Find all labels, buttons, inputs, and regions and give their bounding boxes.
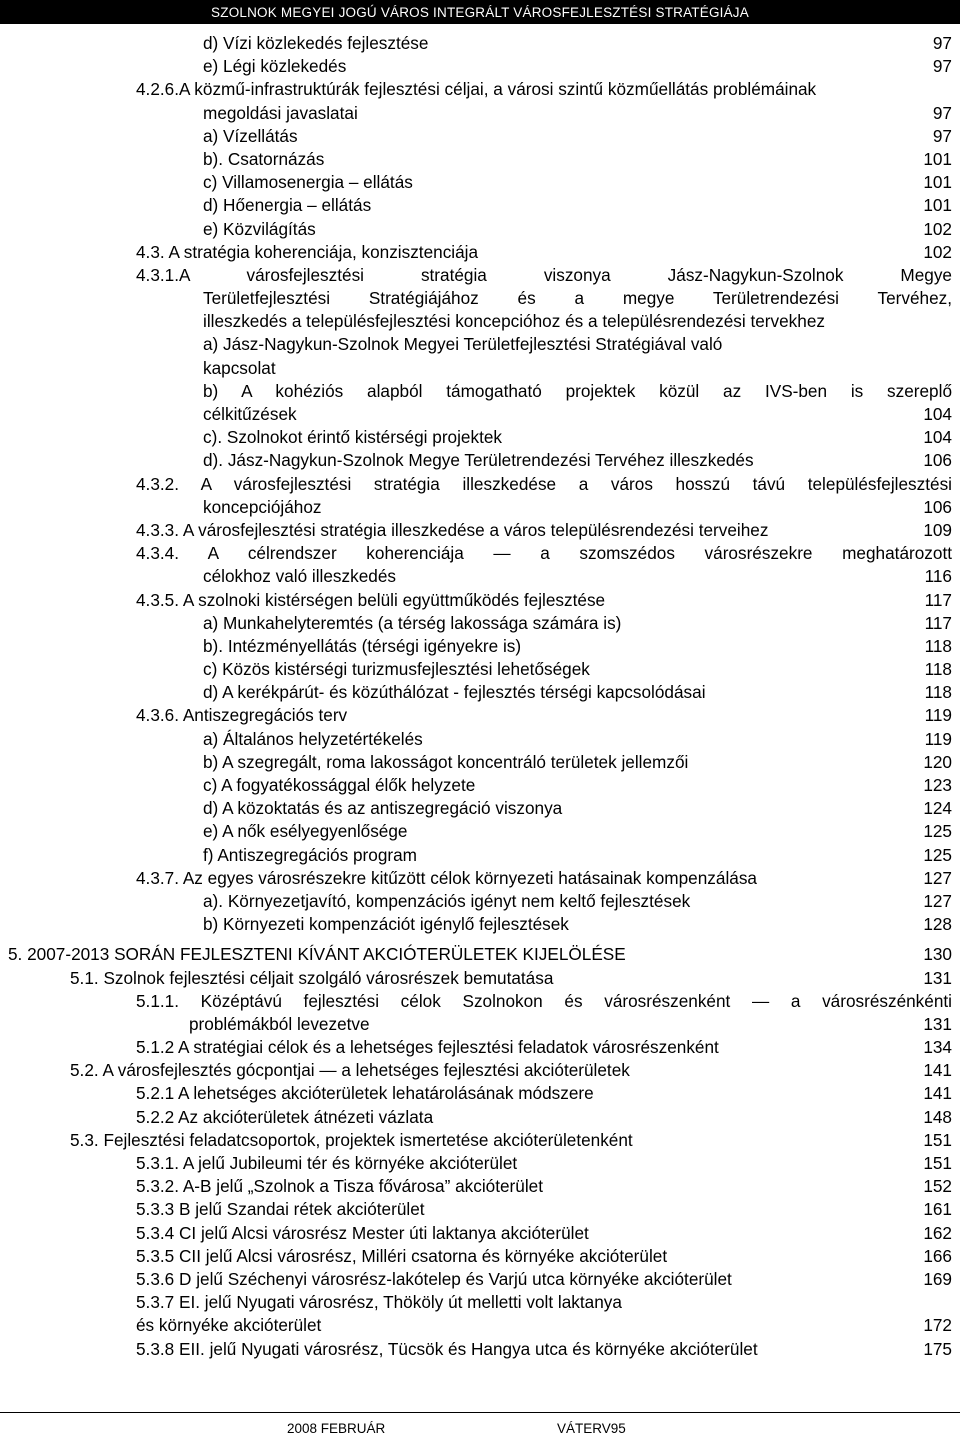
toc-entry-page: 118 bbox=[924, 682, 952, 703]
toc-entry bbox=[0, 426, 960, 449]
toc-entry bbox=[0, 751, 960, 774]
toc-entry-title: 4.3.6. Antiszegregációs terv bbox=[136, 705, 348, 726]
toc-entry-page: 131 bbox=[923, 967, 952, 988]
toc-entry-page: 106 bbox=[923, 450, 952, 471]
toc-entry bbox=[0, 1175, 960, 1198]
toc-entry-title: problémákból levezetve bbox=[189, 1013, 370, 1034]
toc-entry bbox=[0, 728, 960, 751]
toc-entry bbox=[0, 1245, 960, 1268]
toc-entry-title: 5.3. Fejlesztési feladatcsoportok, projektek ismertetése akcióterületenként bbox=[70, 1129, 633, 1150]
toc-entry-title: 5.2. A városfejlesztés gócpontjai — a lehetséges fejlesztési akcióterületek bbox=[70, 1060, 630, 1081]
toc-entry-title: a) Vízellátás bbox=[203, 125, 298, 146]
toc-entry-title: c). Szolnokot érintő kistérségi projektek bbox=[203, 427, 503, 448]
toc-entry bbox=[0, 403, 960, 426]
toc-entry bbox=[0, 774, 960, 797]
toc-entry-page: 162 bbox=[923, 1222, 952, 1243]
toc-entry bbox=[0, 194, 960, 217]
toc-entry-title: c) Közös kistérségi turizmusfejlesztési lehetőségek bbox=[203, 659, 590, 680]
toc-entry-page: 116 bbox=[924, 566, 952, 587]
toc-entry-page: 97 bbox=[932, 125, 952, 146]
toc-entry-page: 161 bbox=[923, 1199, 952, 1220]
toc-entry bbox=[0, 473, 960, 496]
toc-entry-title: d) A közoktatás és az antiszegregáció viszonya bbox=[203, 798, 563, 819]
toc-entry-title: 5.3.6 D jelű Széchenyi városrész-lakótelep és Varjú utca környéke akcióterület bbox=[136, 1268, 732, 1289]
toc-entry-page: 169 bbox=[923, 1268, 952, 1289]
toc-entry bbox=[0, 333, 960, 356]
toc-entry-page: 127 bbox=[923, 890, 952, 911]
toc-entry-title: 5.1. Szolnok fejlesztési céljait szolgáló városrészek bemutatása bbox=[70, 967, 554, 988]
toc-entry-page: 124 bbox=[923, 798, 952, 819]
toc-entry bbox=[0, 681, 960, 704]
toc-entry-page: 125 bbox=[923, 844, 952, 865]
toc-entry-page: 97 bbox=[932, 56, 952, 77]
toc-entry-page: 117 bbox=[924, 612, 952, 633]
toc-entry bbox=[0, 1314, 960, 1337]
toc-entry bbox=[0, 589, 960, 612]
toc-entry bbox=[0, 1338, 960, 1361]
toc-entry-page: 101 bbox=[923, 172, 952, 193]
toc-entry bbox=[0, 1082, 960, 1105]
toc-entry bbox=[0, 78, 960, 101]
toc-entry-title: c) A fogyatékossággal élők helyzete bbox=[203, 775, 476, 795]
toc-entry-title: a) Munkahelyteremtés (a térség lakossága számára is) bbox=[203, 612, 622, 633]
toc-entry-page: 141 bbox=[923, 1060, 952, 1081]
toc-entry-title: 5.2.2 Az akcióterületek átnézeti vázlata bbox=[136, 1106, 434, 1127]
toc-entry bbox=[0, 658, 960, 681]
toc-entry bbox=[0, 380, 960, 403]
document-running-header bbox=[0, 0, 960, 24]
toc-entry bbox=[0, 519, 960, 542]
toc-entry bbox=[0, 1036, 960, 1059]
toc-entry-page: 151 bbox=[923, 1129, 952, 1150]
toc-entry-page: 152 bbox=[923, 1176, 952, 1197]
toc-entry bbox=[0, 264, 960, 287]
toc-entry-title: 5.3.2. A-B jelű „Szolnok a Tisza fővárosa” akcióterület bbox=[136, 1176, 543, 1197]
toc-entry-title: célokhoz való illeszkedés bbox=[203, 566, 396, 587]
toc-entry-page: 175 bbox=[923, 1338, 952, 1359]
toc-entry bbox=[0, 1129, 960, 1152]
toc-entry-page: 97 bbox=[932, 102, 952, 123]
toc-entry bbox=[0, 1059, 960, 1082]
toc-entry-title: 5.2.1 A lehetséges akcióterületek lehatárolásának módszere bbox=[136, 1083, 594, 1104]
toc-entry-title: 5.3.4 CI jelű Alcsi városrész Mester úti laktanya akcióterület bbox=[136, 1222, 589, 1243]
toc-entry-page: 120 bbox=[923, 751, 952, 772]
toc-entry-title: kapcsolat bbox=[203, 357, 276, 378]
toc-entry-page: 123 bbox=[923, 775, 952, 795]
toc-entry-title: b). Csatornázás bbox=[203, 148, 325, 169]
toc-entry-title: 4.2.6.A közmű-infrastruktúrák fejlesztési céljai, a városi szintű közműellátás problémáinak bbox=[136, 79, 817, 100]
toc-entry bbox=[0, 797, 960, 820]
toc-entry-title: 4.3. A stratégia koherenciája, konzisztenciája bbox=[136, 241, 479, 262]
toc-entry-page: 102 bbox=[923, 241, 952, 262]
toc-entry bbox=[0, 1152, 960, 1175]
toc-entry bbox=[0, 449, 960, 472]
toc-entry bbox=[0, 1013, 960, 1036]
toc-entry-title: 4.3.1.A városfejlesztési stratégia viszonya Jász-Nagykun-Szolnok Megye bbox=[136, 264, 952, 285]
toc-entry-title: 4.3.3. A városfejlesztési stratégia illeszkedése a város településrendezési terveihez bbox=[136, 519, 769, 540]
toc-entry-page: 172 bbox=[923, 1315, 952, 1336]
toc-entry-title: e) A nők esélyegyenlősége bbox=[203, 821, 408, 842]
toc-entry-title: b) A kohéziós alapból támogatható projektek közül az IVS-ben is szereplő bbox=[203, 380, 952, 401]
toc-entry bbox=[0, 844, 960, 867]
toc-entry-title: e) Légi közlekedés bbox=[203, 56, 347, 77]
toc-entry-title: 5.1.2 A stratégiai célok és a lehetséges fejlesztési feladatok városrészenként bbox=[136, 1037, 719, 1058]
toc-entry bbox=[0, 565, 960, 588]
toc-entry-title: a). Környezetjavító, kompenzációs igényt nem keltő fejlesztések bbox=[203, 890, 691, 911]
toc-entry-title: d) Vízi közlekedés fejlesztése bbox=[203, 33, 429, 53]
toc-entry-title: c) Villamosenergia – ellátás bbox=[203, 172, 413, 193]
toc-entry-title: d). Jász-Nagykun-Szolnok Megye Területrendezési Tervéhez illeszkedés bbox=[203, 450, 754, 471]
toc-entry-chapter bbox=[0, 943, 960, 966]
toc-entry bbox=[0, 1106, 960, 1129]
toc-entry-page: 134 bbox=[923, 1037, 952, 1058]
toc-entry bbox=[0, 55, 960, 78]
toc-entry bbox=[0, 287, 960, 310]
toc-entry-page: 131 bbox=[923, 1013, 952, 1034]
toc-entry-title: d) Hőenergia – ellátás bbox=[203, 195, 372, 216]
toc-entry bbox=[0, 241, 960, 264]
toc-entry-title: 5. 2007-2013 SORÁN FEJLESZTENI KÍVÁNT AKCIÓTERÜLETEK KIJELÖLÉSE bbox=[8, 944, 626, 965]
toc-entry bbox=[0, 102, 960, 125]
toc-entry bbox=[0, 125, 960, 148]
toc-entry-page: 127 bbox=[923, 867, 952, 888]
toc-entry-page: 118 bbox=[924, 635, 952, 656]
toc-entry bbox=[0, 990, 960, 1013]
section-spacer bbox=[0, 936, 960, 943]
toc-entry-title: 4.3.5. A szolnoki kistérségen belüli együttműködés fejlesztése bbox=[136, 589, 606, 610]
page-footer bbox=[0, 1412, 960, 1440]
toc-entry bbox=[0, 1268, 960, 1291]
toc-entry bbox=[0, 1222, 960, 1245]
toc-entry-title: koncepciójához bbox=[203, 496, 322, 517]
toc-entry-page: 128 bbox=[923, 914, 952, 935]
toc-entry bbox=[0, 704, 960, 727]
toc-entry-title: 5.3.8 EII. jelű Nyugati városrész, Tücsök és Hangya utca és környéke akcióterület bbox=[136, 1338, 758, 1359]
toc-entry bbox=[0, 1198, 960, 1221]
toc-entry-title: illeszkedés a településfejlesztési koncepcióhoz és a településrendezési tervekhez bbox=[203, 311, 825, 332]
toc-entry-page: 130 bbox=[923, 944, 952, 965]
toc-entry-page: 117 bbox=[924, 589, 952, 610]
toc-entry bbox=[0, 820, 960, 843]
toc-entry-page: 106 bbox=[923, 496, 952, 517]
toc-entry-title: 5.3.5 CII jelű Alcsi városrész, Milléri csatorna és környéke akcióterület bbox=[136, 1245, 668, 1266]
toc-entry bbox=[0, 542, 960, 565]
toc-entry-title: 5.3.7 EI. jelű Nyugati városrész, Thököly út melletti volt laktanya bbox=[136, 1292, 622, 1313]
table-of-contents bbox=[0, 32, 960, 1361]
toc-entry-title: célkitűzések bbox=[203, 404, 297, 424]
toc-entry bbox=[0, 890, 960, 913]
toc-entry-title: e) Közvilágítás bbox=[203, 218, 316, 239]
toc-entry-title: b) Környezeti kompenzációt igénylő fejlesztések bbox=[203, 914, 569, 935]
toc-entry-page: 101 bbox=[923, 195, 952, 216]
toc-entry bbox=[0, 967, 960, 990]
toc-entry-page: 118 bbox=[924, 659, 952, 680]
toc-entry bbox=[0, 171, 960, 194]
toc-entry-title: f) Antiszegregációs program bbox=[203, 844, 417, 865]
toc-entry bbox=[0, 867, 960, 890]
toc-entry-page: 97 bbox=[932, 33, 952, 53]
toc-entry-title: 4.3.2. A városfejlesztési stratégia illeszkedése a város hosszú távú településfejlesztési bbox=[136, 473, 952, 494]
toc-entry-page: 148 bbox=[923, 1106, 952, 1127]
toc-entry-page: 104 bbox=[923, 404, 952, 424]
toc-entry-title: megoldási javaslatai bbox=[203, 102, 358, 123]
toc-entry-title: Területfejlesztési Stratégiájához és a megye Területrendezési Tervéhez, bbox=[203, 288, 952, 309]
toc-entry-page: 119 bbox=[924, 728, 952, 749]
footer-organization: VÁTERV95 bbox=[557, 1421, 626, 1436]
toc-entry bbox=[0, 357, 960, 380]
toc-entry-title: 5.1.1. Középtávú fejlesztési célok Szolnokon és városrészenként — a városrészénkénti bbox=[136, 990, 952, 1011]
toc-entry bbox=[0, 148, 960, 171]
toc-entry bbox=[0, 635, 960, 658]
toc-entry bbox=[0, 32, 960, 55]
toc-entry-page: 125 bbox=[923, 821, 952, 842]
toc-entry-page: 104 bbox=[923, 427, 952, 448]
toc-entry bbox=[0, 310, 960, 333]
toc-entry-title: a) Általános helyzetértékelés bbox=[203, 728, 423, 749]
toc-entry-title: a) Jász-Nagykun-Szolnok Megyei Területfejlesztési Stratégiával való bbox=[203, 334, 723, 355]
toc-entry-page: 119 bbox=[924, 705, 952, 726]
toc-entry bbox=[0, 218, 960, 241]
toc-entry-title: 5.3.1. A jelű Jubileumi tér és környéke akcióterület bbox=[136, 1153, 518, 1173]
toc-entry-page: 151 bbox=[923, 1153, 952, 1173]
header-title: SZOLNOK MEGYEI JOGÚ VÁROS INTEGRÁLT VÁROSFEJLESZTÉSI STRATÉGIÁJA bbox=[211, 4, 749, 20]
toc-entry-page: 101 bbox=[923, 148, 952, 169]
toc-entry-page: 166 bbox=[923, 1245, 952, 1266]
toc-entry-title: b) A szegregált, roma lakosságot koncentráló területek jellemzői bbox=[203, 751, 689, 772]
toc-entry bbox=[0, 1291, 960, 1314]
toc-entry bbox=[0, 612, 960, 635]
toc-entry-title: b). Intézményellátás (térségi igényekre is) bbox=[203, 635, 522, 656]
toc-entry-title: 4.3.4. A célrendszer koherenciája — a szomszédos városrészekre meghatározott bbox=[136, 543, 952, 564]
toc-entry-title: 4.3.7. Az egyes városrészekre kitűzött célok környezeti hatásainak kompenzálása bbox=[136, 867, 757, 888]
toc-entry-page: 102 bbox=[923, 218, 952, 239]
toc-entry-page: 141 bbox=[923, 1083, 952, 1104]
toc-entry bbox=[0, 496, 960, 519]
toc-entry-title: és környéke akcióterület bbox=[136, 1315, 322, 1336]
toc-entry bbox=[0, 913, 960, 936]
toc-entry-title: 5.3.3 B jelű Szandai rétek akcióterület bbox=[136, 1199, 425, 1220]
footer-date: 2008 FEBRUÁR bbox=[287, 1421, 386, 1436]
toc-entry-page: 109 bbox=[923, 519, 952, 540]
toc-entry-title: d) A kerékpárút- és közúthálózat - fejlesztés térségi kapcsolódásai bbox=[203, 682, 706, 703]
